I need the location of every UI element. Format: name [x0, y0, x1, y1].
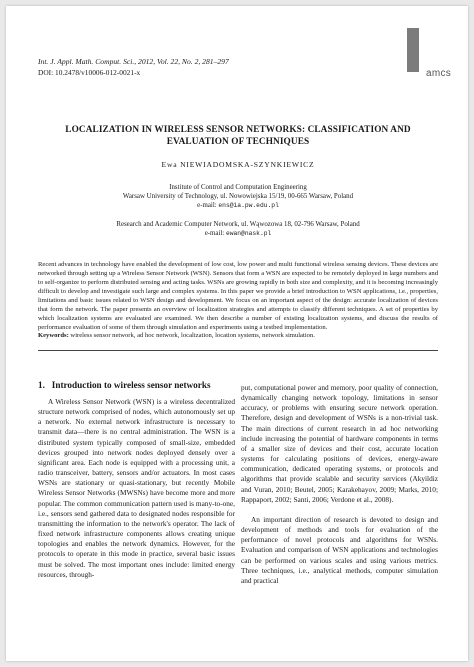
email-prefix: e-mail:	[197, 202, 219, 209]
left-column	[38, 397, 235, 580]
keywords-label: Keywords:	[38, 332, 69, 339]
email-address: ewan@nask.pl	[225, 230, 272, 237]
affiliation-2	[46, 220, 430, 238]
email-prefix: e-mail:	[204, 230, 226, 237]
paper-title	[46, 124, 430, 148]
email-address: ens@ia.pw.edu.pl	[218, 202, 279, 209]
body-paragraph: A Wireless Sensor Network (WSN) is a wireless decentralized structure network comprised of nodes, which autonomously set up a network. No external network infrastructure is necessary to transmit data—there is no central administration. The WSN is a distributed system typically composed of small-size, embedded devices grouped into network nodes deployed densely over a significant area. Each node is equipped with a processing unit, a radio transceiver, battery, sensors and/or actuators. In most cases WSNs are stationary or quasi-stationary, but recently Mobile Wireless Sensor Networks (MWSNs) have become more and more popular. The common communication pattern used is many-to-one, i.e., sensors send gathered data to designated nodes responsible for transmitting the information to the network's operator. The lack of fixed network infrastructure components allows creating unique topologies and enables the network dynamics. However, for the protocols to operate in this mode in practice, several basic issues must be solved. The most important ones include: limited energy resources, through-	[38, 397, 235, 579]
right-column	[241, 383, 438, 586]
affiliation-1	[46, 183, 430, 210]
keywords-text: wireless sensor network, ad hoc network, localization, location systems, network simulation.	[68, 332, 315, 339]
affiliation-email	[46, 229, 430, 238]
affiliation-line: Institute of Control and Computation Engineering	[169, 184, 307, 191]
section-title: Introduction to wireless sensor networks	[51, 380, 211, 390]
affiliation-line: Research and Academic Computer Network, ul. Wąwozowa 18, 02-796 Warsaw, Poland	[116, 221, 360, 228]
affiliation-line: Warsaw University of Technology, ul. Nowowiejska 15/19, 00-665 Warsaw, Poland	[122, 193, 354, 200]
doi: DOI: 10.2478/v10006-012-0021-x	[38, 68, 141, 77]
keywords	[38, 332, 438, 341]
section-heading	[38, 380, 211, 390]
divider	[38, 350, 438, 351]
journal-citation: Int. J. Appl. Math. Comput. Sci., 2012, Vol. 22, No. 2, 281–297	[38, 57, 229, 66]
paper-page	[6, 6, 468, 661]
journal-logo-text: amcs	[426, 68, 452, 79]
section-number: 1.	[38, 380, 45, 390]
author-name: Ewa NIEWIADOMSKA-SZYNKIEWICZ	[161, 160, 315, 169]
affiliation-email	[46, 201, 430, 210]
body-paragraph: An important direction of research is devoted to design and development of methods and tools for evaluation of the performance of novel protocols and algorithms for WSNs. Evaluation and comparison of WSN applications and technologies can be performed on various scales and using various metrics. Three techniques, i.e., analytical methods, computer simulation and practical	[241, 514, 438, 585]
title-line: LOCALIZATION IN WIRELESS SENSOR NETWORKS: CLASSIFICATION AND	[65, 125, 411, 135]
body-paragraph: put, computational power and memory, poor quality of connection, dynamically changing network topology, limitations in sensor accuracy, or problems with ensuring secure network operation. Therefore, design and development of WSNs is a non-trivial task. The main directions of current research in ad hoc networking include increasing the potential of hardware components in terms of a smaller size of devices and their cost, accurate location systems for calculating positions of devices, energy-aware communication, dedicated operating systems, or protocols and algorithms that provide scalable and security services (Akyildiz and Vuran, 2010; Beutel, 2005; Karakehayov, 2009; Marks, 2010; Rappaport, 2002; Santi, 2006; Verdone et al., 2008).	[241, 383, 438, 504]
abstract: Recent advances in technology have enabled the development of low cost, low power and multi functional wireless sensing devices. These devices are networked through setting up a Wireless Sensor Network (WSN). Sensors that form a WSN are expected to be remotely deployed in large numbers and to self-organize to perform distributed sensing and acting tasks. WSNs are growing rapidly in both size and complexity, and it is becoming increasingly difficult to develop and investigate such large and complex systems. In this paper we provide a brief introduction to WSN applications, i.e., properties, limitations and basic issues related to WSN design and development. We focus on an important aspect of the design: accurate localization of devices that form the network. The paper presents an overview of localization strategies and attempts to classify different techniques. A set of properties by which localization systems are evaluated are examined. We then describe a number of existing localization systems, and discuss the results of performance evaluation of some of them through simulation and experiments using a testbed implementation.	[38, 261, 438, 331]
journal-logo-bar	[407, 28, 419, 72]
title-line: EVALUATION OF TECHNIQUES	[166, 137, 310, 147]
